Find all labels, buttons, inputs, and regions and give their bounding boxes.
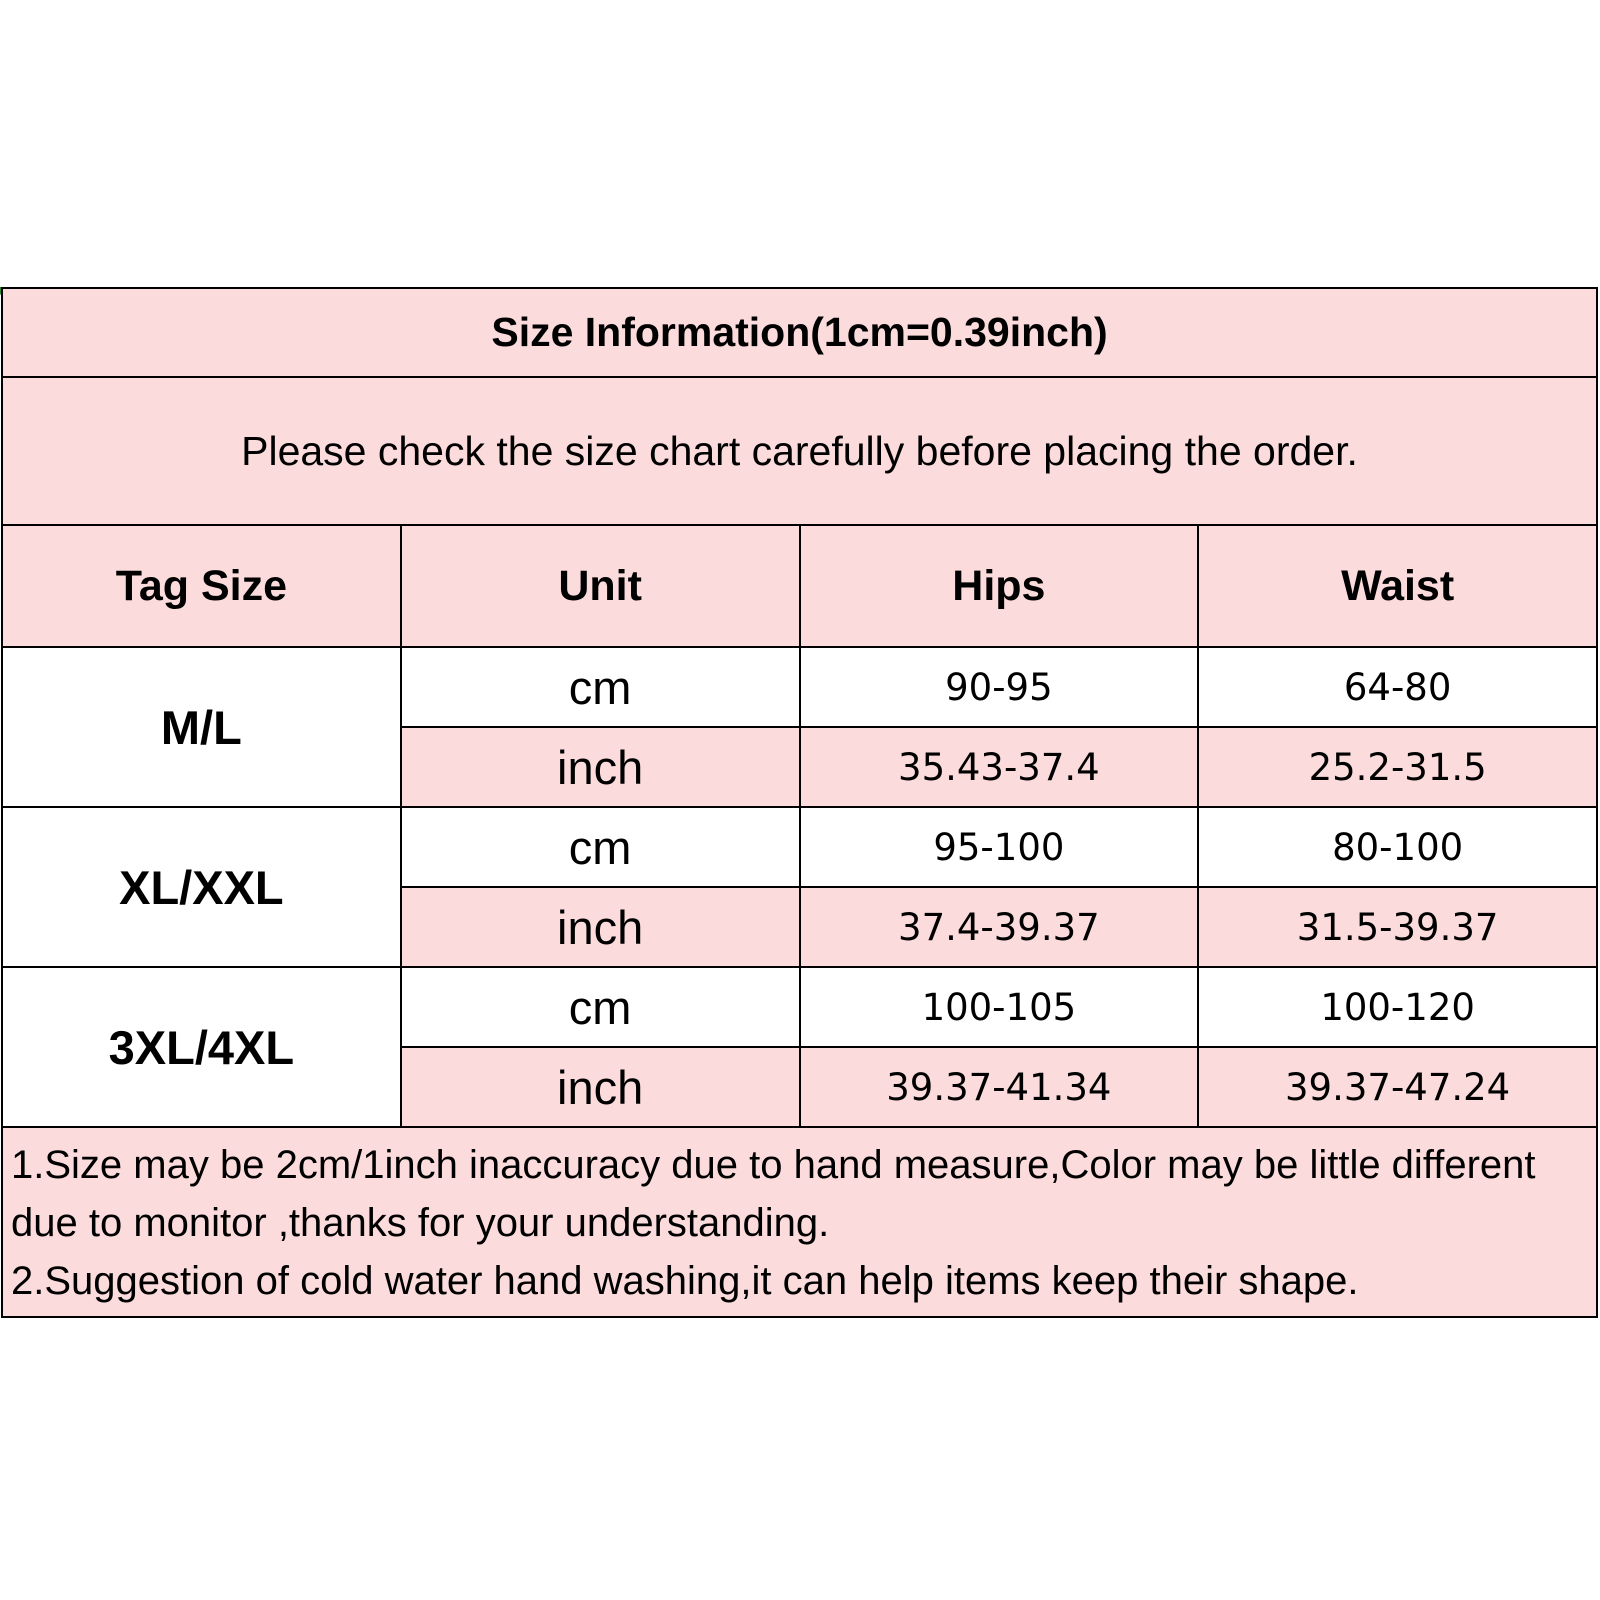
- hips-value: 35.43-37.4: [800, 727, 1199, 807]
- header-unit: Unit: [401, 525, 800, 647]
- waist-value: 64-80: [1198, 647, 1597, 727]
- notes-cell: [2, 1127, 1597, 1317]
- hips-value: 90-95: [800, 647, 1199, 727]
- table-row: [2, 807, 1597, 887]
- unit-cell: cm: [401, 967, 800, 1047]
- hips-value: 39.37-41.34: [800, 1047, 1199, 1127]
- table-row: [2, 967, 1597, 1047]
- header-hips: Hips: [800, 525, 1199, 647]
- header-tag-size: Tag Size: [2, 525, 401, 647]
- header-waist: Waist: [1198, 525, 1597, 647]
- notes-row: [2, 1127, 1597, 1317]
- waist-value: 80-100: [1198, 807, 1597, 887]
- waist-value: 39.37-47.24: [1198, 1047, 1597, 1127]
- header-row: [2, 525, 1597, 647]
- tag-size-cell: M/L: [2, 647, 401, 807]
- unit-cell: inch: [401, 727, 800, 807]
- unit-cell: inch: [401, 1047, 800, 1127]
- tag-size-cell: XL/XXL: [2, 807, 401, 967]
- size-chart-table: [1, 287, 1598, 1318]
- table-row: [2, 647, 1597, 727]
- note-item: 1.Size may be 2cm/1inch inaccuracy due to hand measure,Color may be little different due to monitor ,thanks for your understanding.: [11, 1143, 1536, 1245]
- waist-value: 31.5-39.37: [1198, 887, 1597, 967]
- waist-value: 25.2-31.5: [1198, 727, 1597, 807]
- unit-cell: cm: [401, 807, 800, 887]
- tag-size-cell: 3XL/4XL: [2, 967, 401, 1127]
- subtitle-row: [2, 377, 1597, 525]
- unit-cell: inch: [401, 887, 800, 967]
- hips-value: 100-105: [800, 967, 1199, 1047]
- chart-instruction: Please check the size chart carefully before placing the order.: [2, 377, 1597, 525]
- waist-value: 100-120: [1198, 967, 1597, 1047]
- title-row: [2, 288, 1597, 377]
- hips-value: 95-100: [800, 807, 1199, 887]
- unit-cell: cm: [401, 647, 800, 727]
- hips-value: 37.4-39.37: [800, 887, 1199, 967]
- chart-title: Size Information(1cm=0.39inch): [2, 288, 1597, 377]
- note-item: 2.Suggestion of cold water hand washing,it can help items keep their shape.: [11, 1259, 1359, 1303]
